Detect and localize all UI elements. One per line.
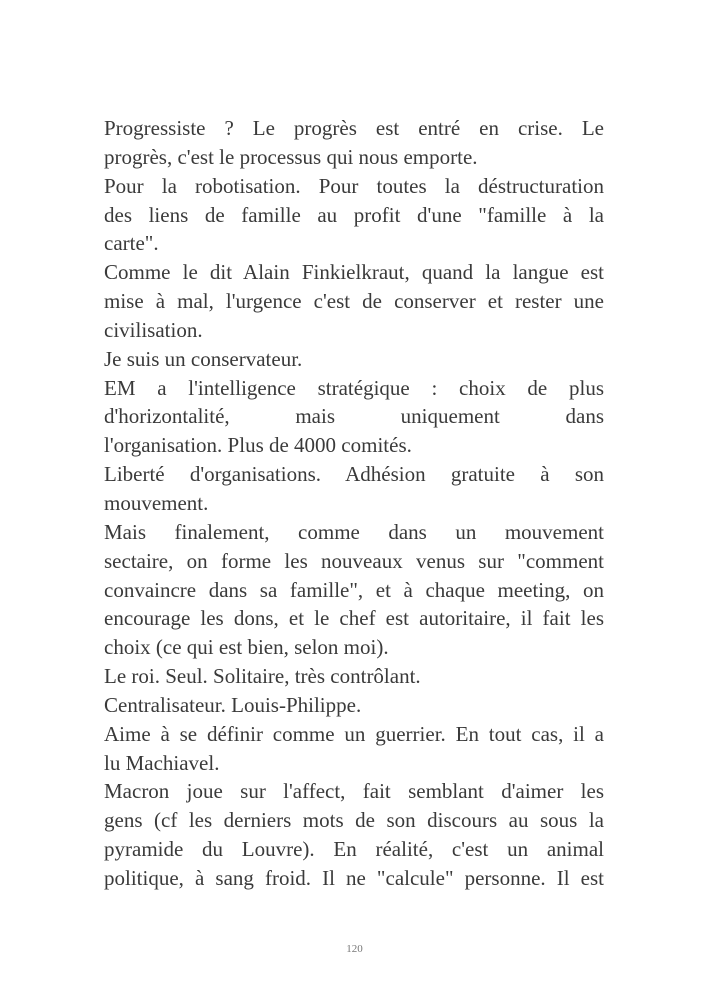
body-text bbox=[104, 114, 604, 893]
paragraph bbox=[104, 345, 604, 374]
text-line: carte". bbox=[104, 231, 159, 256]
text-line: Centralisateur. Louis-Philippe. bbox=[104, 692, 362, 717]
text-line: Je suis un conservateur. bbox=[104, 346, 303, 371]
text-line: mise à mal, l'urgence c'est de conserver et rester une bbox=[104, 289, 604, 314]
paragraph bbox=[104, 172, 604, 259]
paragraph bbox=[104, 258, 604, 345]
text-line: EM a l'intelligence stratégique : choix de plus bbox=[104, 375, 604, 400]
text-line: pyramide du Louvre). En réalité, c'est un animal bbox=[104, 837, 604, 862]
text-line: civilisation. bbox=[104, 317, 203, 342]
paragraph bbox=[104, 662, 604, 691]
text-line: Mais finalement, comme dans un mouvement bbox=[104, 519, 604, 544]
text-line: Liberté d'organisations. Adhésion gratuite à son bbox=[104, 462, 604, 487]
text-line: mouvement. bbox=[104, 490, 209, 515]
paragraph bbox=[104, 114, 604, 172]
paragraph bbox=[104, 720, 604, 778]
paragraph bbox=[104, 691, 604, 720]
text-line: Progressiste ? Le progrès est entré en crise. Le bbox=[104, 116, 604, 140]
text-line: politique, à sang froid. Il ne "calcule" personne. Il est bbox=[104, 865, 604, 890]
text-line: Le roi. Seul. Solitaire, très contrôlant. bbox=[104, 664, 421, 689]
text-line: d'horizontalité, mais uniquement dans bbox=[104, 404, 604, 429]
text-line: gens (cf les derniers mots de son discours au sous la bbox=[104, 808, 604, 833]
paragraph bbox=[104, 460, 604, 518]
text-line: progrès, c'est le processus qui nous emporte. bbox=[104, 144, 478, 169]
text-line: Pour la robotisation. Pour toutes la déstructuration bbox=[104, 173, 604, 198]
text-line: Macron joue sur l'affect, fait semblant d'aimer les bbox=[104, 779, 604, 804]
paragraph bbox=[104, 374, 604, 461]
text-line: convaincre dans sa famille", et à chaque meeting, on bbox=[104, 577, 604, 602]
text-line: des liens de famille au profit d'une "famille à la bbox=[104, 202, 604, 227]
paragraph bbox=[104, 777, 604, 892]
text-line: l'organisation. Plus de 4000 comités. bbox=[104, 433, 412, 458]
text-line: Aime à se définir comme un guerrier. En tout cas, il a bbox=[104, 721, 604, 746]
text-line: lu Machiavel. bbox=[104, 750, 220, 775]
text-line: encourage les dons, et le chef est autoritaire, il fait les bbox=[104, 606, 604, 631]
paragraph bbox=[104, 518, 604, 662]
text-line: choix (ce qui est bien, selon moi). bbox=[104, 635, 389, 660]
text-line: sectaire, on forme les nouveaux venus sur "comment bbox=[104, 548, 604, 573]
page-number: 120 bbox=[346, 943, 363, 955]
text-line: Comme le dit Alain Finkielkraut, quand la langue est bbox=[104, 260, 604, 285]
